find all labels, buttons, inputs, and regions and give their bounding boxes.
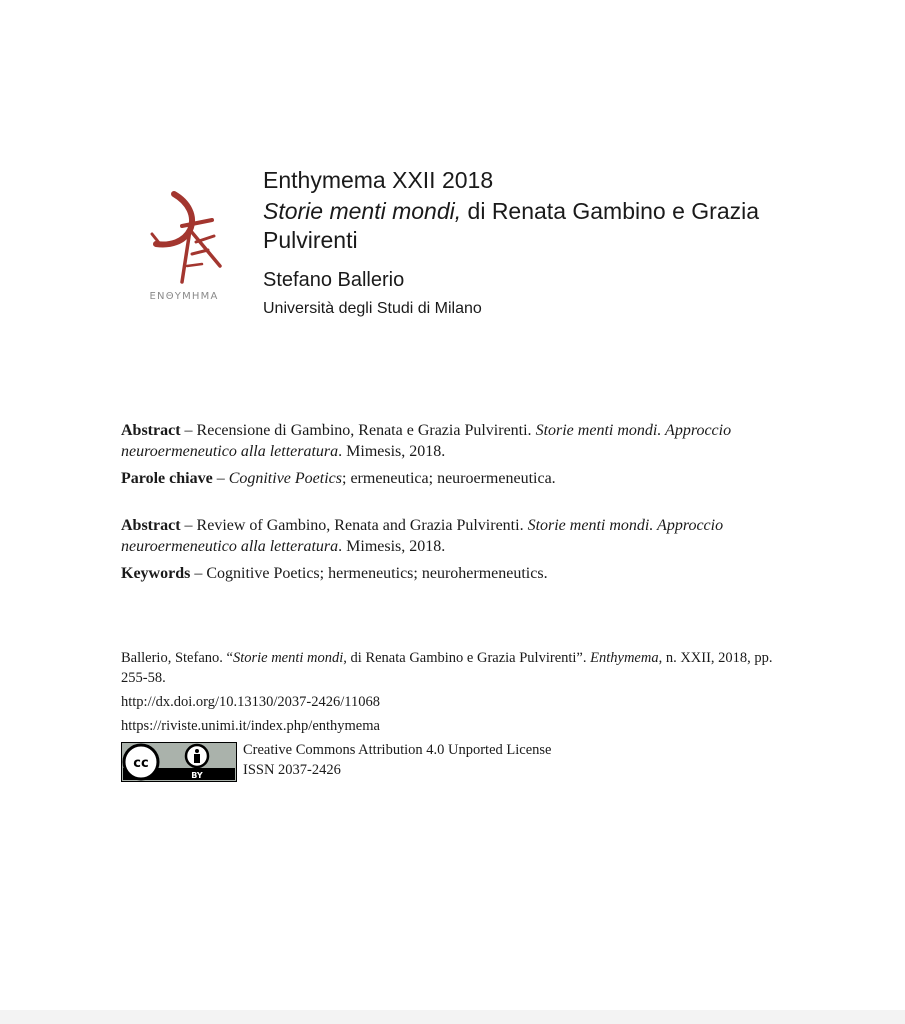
keywords-label: Parole chiave xyxy=(121,470,213,487)
enthymema-logo-icon xyxy=(130,186,242,306)
license-text-block xyxy=(243,740,551,780)
article-header xyxy=(263,164,823,320)
keywords-text: ; ermeneutica; neuroermeneutica. xyxy=(342,470,556,487)
keywords-sep: – xyxy=(212,470,229,487)
author-name: Stefano Ballerio xyxy=(263,269,405,291)
cc-by-license-badge-icon[interactable] xyxy=(121,742,237,782)
logo-caption: ENΘYMHMA xyxy=(149,291,219,302)
citation-journal: Enthymema xyxy=(590,650,659,666)
book-publisher: . Mimesis, 2018. xyxy=(338,443,446,460)
issn: ISSN 2037-2426 xyxy=(243,762,341,778)
journal-url-link[interactable]: https://riviste.unimi.it/index.php/enthymema xyxy=(121,718,380,734)
book-publisher: . Mimesis, 2018. xyxy=(338,538,446,555)
citation-text xyxy=(121,648,801,688)
article-title-italic: Storie menti mondi, xyxy=(263,198,462,224)
keywords-text: – Cognitive Poetics; hermeneutics; neurohermeneutics. xyxy=(190,565,548,582)
abstracts-section xyxy=(121,420,801,584)
license-block xyxy=(121,740,801,784)
author-affiliation: Università degli Studi di Milano xyxy=(263,300,482,317)
abstract-text: – Review of Gambino, Renata and Grazia Pulvirenti. xyxy=(180,517,528,534)
abstract-label: Abstract xyxy=(121,517,181,534)
book-title: Storie menti mondi. Approccio neuroermeneutico alla letteratura xyxy=(121,422,732,460)
keywords-label: Keywords xyxy=(121,565,191,582)
article-title-rest: di Renata Gambino e Grazia Pulvirenti xyxy=(263,198,760,253)
doi-link[interactable]: http://dx.doi.org/10.13130/2037-2426/11068 xyxy=(121,694,380,710)
keywords-italian xyxy=(121,468,801,489)
abstract-english xyxy=(121,515,801,557)
abstract-label: Abstract xyxy=(121,422,181,439)
keywords-italic: Cognitive Poetics xyxy=(228,470,342,487)
by-badge-text: BY xyxy=(191,771,203,780)
cc-badge-text: cc xyxy=(133,756,149,771)
article-title xyxy=(263,197,823,255)
license-name[interactable]: Creative Commons Attribution 4.0 Unported License xyxy=(243,742,552,758)
page-bottom-edge xyxy=(0,1010,905,1024)
abstract-italian xyxy=(121,420,801,462)
citation-rest: , n. XXII, 2018, pp. 255-58. xyxy=(121,650,773,686)
book-title: Storie menti mondi. Approccio neuroermeneutico alla letteratura xyxy=(121,517,724,555)
abstract-text: – Recensione di Gambino, Renata e Grazia Pulvirenti. xyxy=(180,422,536,439)
citation-prefix: Ballerio, Stefano. “ xyxy=(121,650,233,666)
citation-block xyxy=(121,648,801,736)
citation-title-rest: , di Renata Gambino e Grazia Pulvirenti”. xyxy=(343,650,591,666)
journal-issue: Enthymema XXII 2018 xyxy=(263,167,494,193)
keywords-english xyxy=(121,563,801,584)
citation-title-italic: Storie menti mondi xyxy=(232,650,344,666)
